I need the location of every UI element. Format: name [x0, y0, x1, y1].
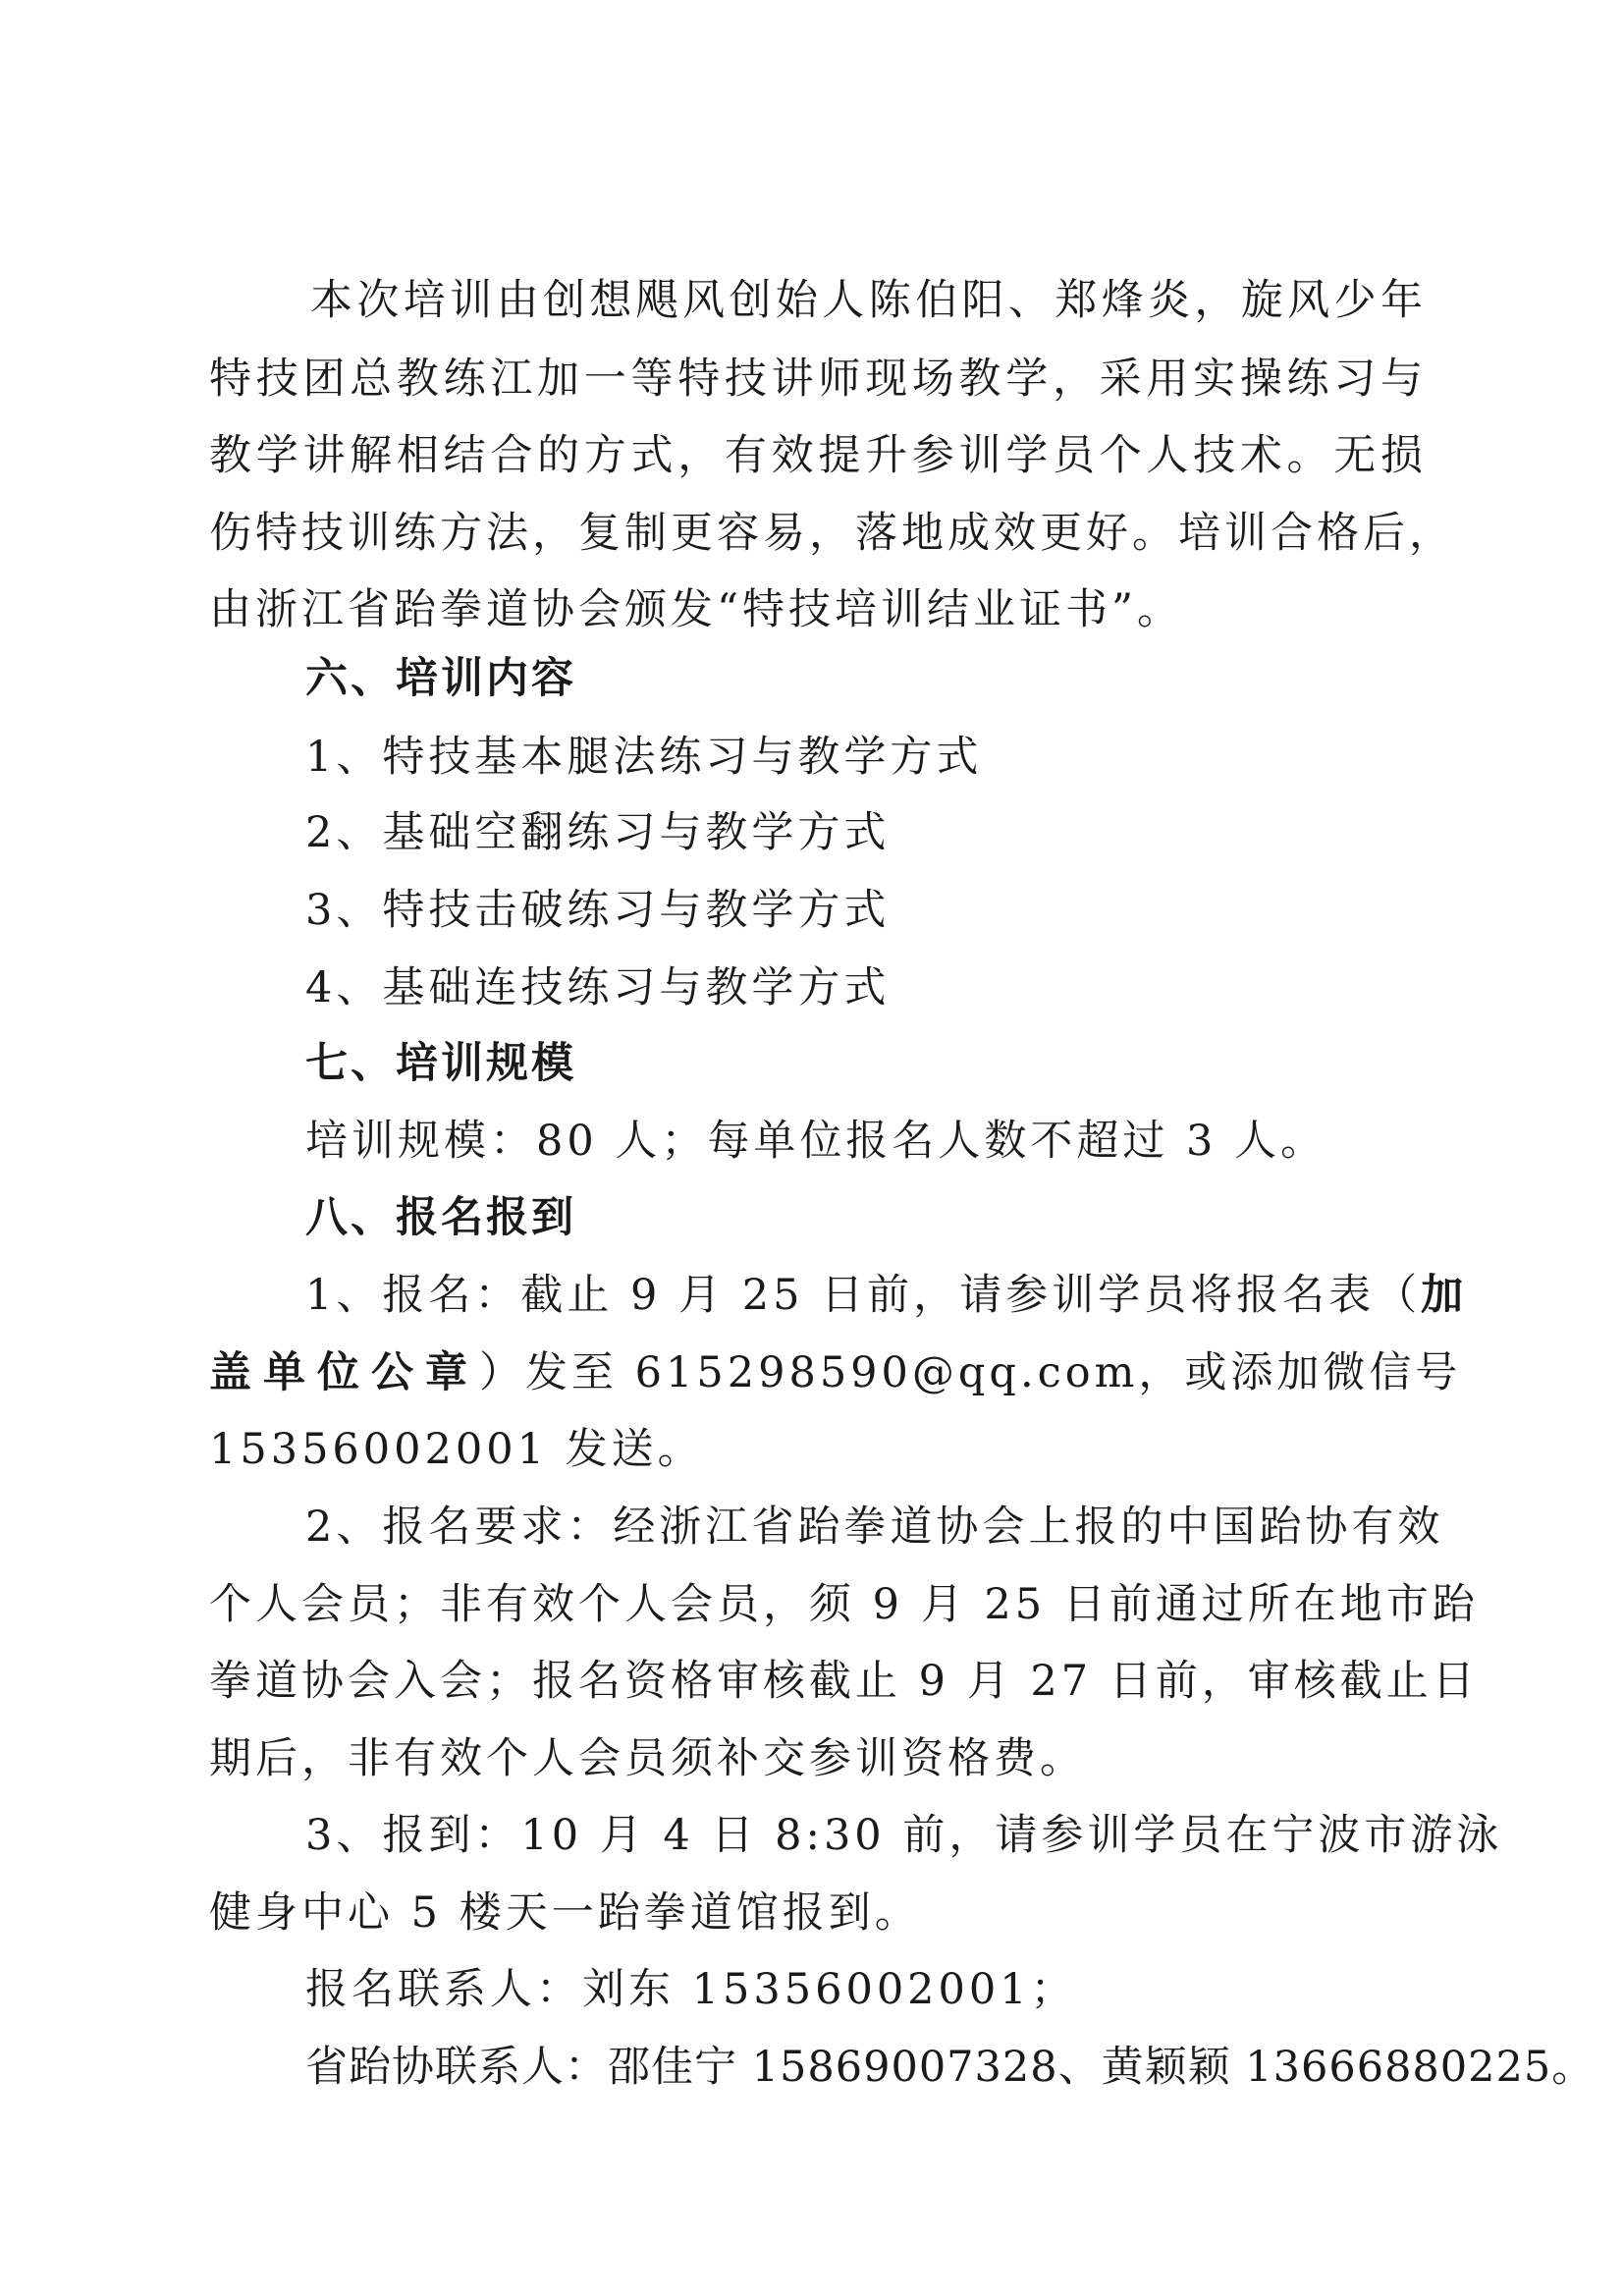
intro-line-4: 伤特技训练方法，复制更容易，落地成效更好。培训合格后，: [209, 509, 1455, 558]
item-1-line-2-text: ）发至 615298590@qq.com，或添加微信号: [479, 1348, 1462, 1397]
section-8-item-3-line-1: 3、报到：10 月 4 日 8:30 前，请参训学员在宁波市游泳: [305, 1811, 1503, 1860]
section-8-item-3-line-2: 健身中心 5 楼天一跆拳道馆报到。: [209, 1888, 921, 1938]
intro-line-1: 本次培训由创想飓风创始人陈伯阳、郑烽炎，旋风少年: [310, 276, 1427, 325]
intro-line-5: 由浙江省跆拳道协会颁发“特技培训结业证书”。: [209, 585, 1183, 634]
section-6-item-1: 1、特技基本腿法练习与教学方式: [305, 733, 983, 782]
section-8-item-1-line-1: [305, 1270, 1468, 1321]
section-7-heading: 七、培训规模: [305, 1039, 576, 1088]
section-8-item-2-line-2: 个人会员；非有效个人会员，须 9 月 25 日前通过所在地市跆: [209, 1580, 1479, 1629]
item-1-bold-text: 加: [1421, 1271, 1468, 1320]
section-8-item-1-line-3: 15356002001 发送。: [209, 1425, 704, 1474]
section-6-item-4: 4、基础连技练习与教学方式: [305, 963, 891, 1012]
intro-line-3: 教学讲解相结合的方式，有效提升参训学员个人技术。无损: [209, 431, 1427, 480]
section-6-item-2: 2、基础空翻练习与教学方式: [305, 808, 891, 857]
intro-line-2: 特技团总教练江加一等特技讲师现场教学，采用实操练习与: [209, 355, 1427, 404]
section-8-item-2-line-3: 拳道协会入会；报名资格审核截止 9 月 27 日前，审核截止日: [209, 1657, 1479, 1706]
item-1-bold-seal: 盖单位公章: [209, 1348, 479, 1397]
section-7-text: 培训规模：80 人；每单位报名人数不超过 3 人。: [305, 1117, 1327, 1166]
section-8-heading: 八、报名报到: [305, 1193, 576, 1242]
section-8-item-2-line-4: 期后，非有效个人会员须补交参训资格费。: [209, 1734, 1086, 1783]
section-8-item-1-line-2: [209, 1347, 1462, 1398]
contact-provincial: 省跆协联系人：邵佳宁 15869007328、黄颖颖 13666880225。: [305, 2043, 1596, 2092]
item-1-line-1-text: 1、报名：截止 9 月 25 日前，请参训学员将报名表（: [305, 1271, 1422, 1320]
section-6-item-3: 3、特技击破练习与教学方式: [305, 886, 891, 935]
section-8-item-2-line-1: 2、报名要求：经浙江省跆拳道协会上报的中国跆协有效: [305, 1503, 1444, 1552]
contact-registration: 报名联系人：刘东 15356002001；: [305, 1965, 1077, 2014]
section-6-heading: 六、培训内容: [305, 654, 576, 703]
